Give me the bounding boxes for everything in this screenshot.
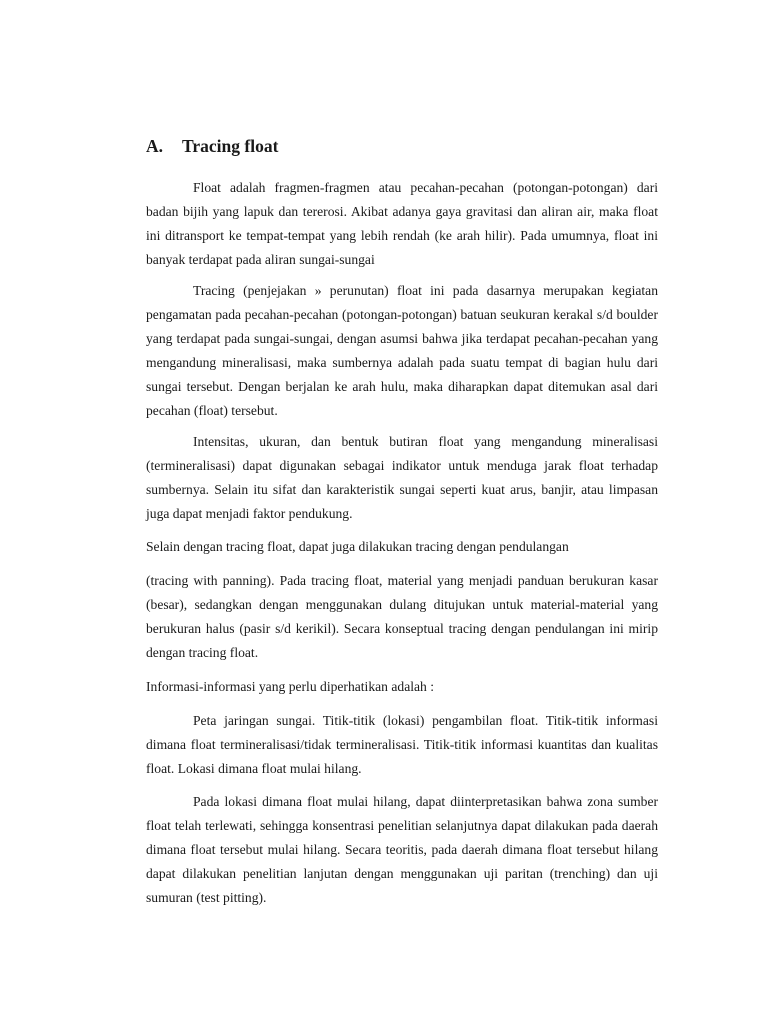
paragraph-intensity: Intensitas, ukuran, dan bentuk butiran float yang mengandung mineralisasi (termineralisasi) dapat digunakan sebagai indikator untuk menduga jarak float terhadap sumbernya. Selain itu sifat dan karakteristik sungai seperti kuat arus, banjir, atau limpasan juga dapat menjadi faktor pendukung.	[146, 434, 658, 521]
section-heading	[146, 136, 278, 157]
paragraph-tracing-float: Tracing (penjejakan » perunutan) float ini pada dasarnya merupakan kegiatan pengamatan pada pecahan-pecahan (potongan-potongan) batuan seukuran kerakal s/d boulder yang terdapat pada sungai-sungai, dengan asumsi bahwa jika terdapat pecahan-pecahan yang mengandung mineralisasi, maka sumbernya adalah pada suatu tempat di bagian hulu dari sungai tersebut. Dengan berjalan ke arah hulu, maka diharapkan dapat ditemukan asal dari pecahan (float) tersebut.	[146, 283, 658, 418]
paragraph-info-intro: Informasi-informasi yang perlu diperhatikan adalah :	[146, 679, 435, 694]
section-title: Tracing float	[182, 136, 279, 156]
paragraph-panning-intro: Selain dengan tracing float, dapat juga dilakukan tracing dengan pendulangan	[146, 539, 569, 554]
section-number: A.	[146, 136, 164, 156]
paragraph-info-list: Peta jaringan sungai. Titik-titik (lokasi) pengambilan float. Titik-titik informasi dimana float termineralisasi/tidak termineralisasi. Titik-titik informasi kuantitas dan kualitas float. Lokasi dimana float mulai hilang.	[146, 713, 658, 776]
paragraph-panning-detail: (tracing with panning). Pada tracing float, material yang menjadi panduan berukuran kasar (besar), sedangkan dengan menggunakan dulang ditujukan untuk material-material yang berukuran halus (pasir s/d kerikil). Secara konseptual tracing dengan pendulangan ini mirip dengan tracing float.	[146, 573, 658, 660]
paragraph-float-loss: Pada lokasi dimana float mulai hilang, dapat diinterpretasikan bahwa zona sumber float telah terlewati, sehingga konsentrasi penelitian selanjutnya dapat dilakukan pada daerah dimana float tersebut mulai hilang. Secara teoritis, pada daerah dimana float tersebut hilang dapat dilakukan penelitian lanjutan dengan menggunakan uji paritan (trenching) dan uji sumuran (test pitting).	[146, 794, 658, 905]
paragraph-float-definition: Float adalah fragmen-fragmen atau pecahan-pecahan (potongan-potongan) dari badan bijih yang lapuk dan tererosi. Akibat adanya gaya gravitasi dan aliran air, maka float ini ditransport ke tempat-tempat yang lebih rendah (ke arah hilir). Pada umumnya, float ini banyak terdapat pada aliran sungai-sungai	[146, 180, 658, 267]
